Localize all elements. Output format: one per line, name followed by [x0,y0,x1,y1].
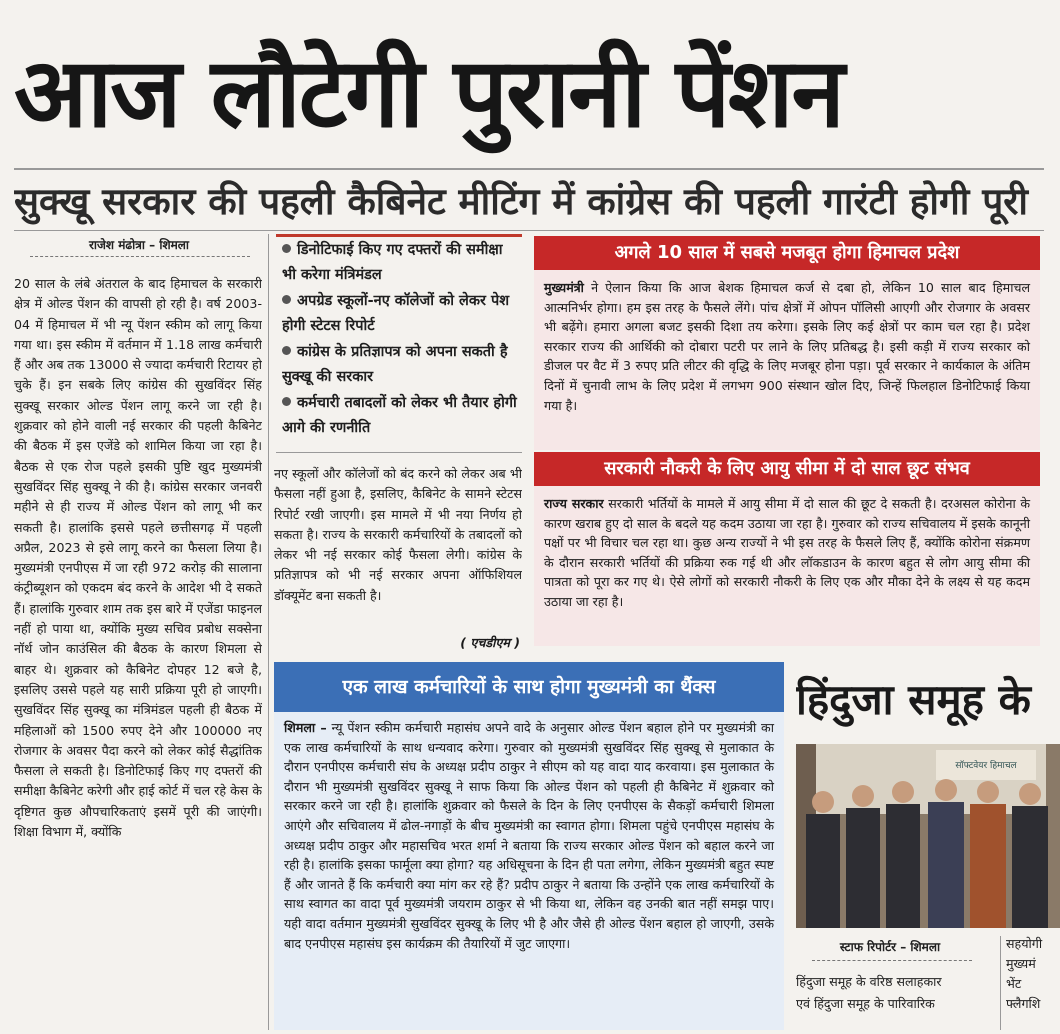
box2-body [534,486,1040,646]
box3-title: एक लाख कर्मचारियों के साथ होगा मुख्यमंत्री का थैंक्स [274,662,784,712]
box1-text: मुख्यमंत्री ने ऐलान किया कि आज बेशक हिमाचल कर्ज से दबा हो, लेकिन 10 साल बाद हिमाचल आत्मनिर्भर होगा। हम इस तरह के फैसले लेंगे। पांच क्षेत्रों में ओपन पॉलिसी आएगी और रोजगार के अवसर भी बढ़ेंगे। हमारा अगला बजट इसकी दिशा तय करेगा। इसके लिए कई क्षेत्रों पर काम चल रहा है। प्रदेश सरकार राज्य की आर्थिकी को दोबारा पटरी पर लाने के लिए प्रतिबद्ध है। इसी कड़ी में राज्य सरकार को डीजल पर वैट में 3 रुपए प्रति लीटर की वृद्धि के लिए मजबूर होना पड़ा। पूर्व सरकार ने कार्यकाल के अंतिम दिनों में चुनावी लाभ के लिए प्रदेश में लगभग 900 संस्थान खोल दिए, जिन्हें फिलहाल डिनोटिफाई किया गया है। [544,280,1030,413]
box3-text: शिमला – न्यू पेंशन स्कीम कर्मचारी महासंघ अपने वादे के अनुसार ओल्ड पेंशन बहाल होने पर मुख्यमंत्री का एक लाख कर्मचारियों के साथ धन्यवाद करेगा। गुरुवार को मुख्यमंत्री सुखविंदर सिंह सुक्खू से मुलाकात के दौरान एनपीएस कर्मचारी संघ के अध्यक्ष प्रदीप ठाकुर ने सीएम को यह वादा याद करवाया। इस मुलाकात के दौरान भी मुख्यमंत्री सुखविंदर सुक्खू ने साफ किया कि ओल्ड पेंशन को पहली ही कैबिनेट में शुक्रवार को सरकार करने जा रही है। हालांकि शुक्रवार को फैसले के दिन के लिए एनपीएस के सैकड़ों कर्मचारी शिमला आएंगे और सचिवालय में ढोल-नगाड़ों के बीच मुख्यमंत्री का स्वागत होगा। शिमला पहुंचे एनपीएस महासंघ के अध्यक्ष प्रदीप ठाकुर और महासचिव भरत शर्मा ने बताया कि राज्य सरकार ओल्ड पेंशन को बहाल करने जा रही है। हालांकि इसका फार्मूला क्या होगा? यह अधिसूचना के दिन ही पता लगेगा, लेकिन मुख्यमंत्री बहुत स्पष्ट हैं और जानते हैं कि कर्मचारी क्या मांग कर रहे हैं? प्रदीप ठाकुर ने बताया कि उन्होंने एक लाख कर्मचारियों के साथ स्वागत का वादा पूर्व मुख्यमंत्री जयराम ठाकुर से भी किया था, लेकिन वह उनकी बात नहीं समझ पाए। यही वादा वर्तमान मुख्यमंत्री सुखविंदर सुक्खू के लिए भी है और जैसे ही ओल्ड पेंशन बहाल हो जाएगी, उसके बाद एनपीएस महासंघ इस कार्यक्रम की तैयारियों में जुट जाएगा। [284,720,774,951]
byline-main: राजेश मंढोत्रा – शिमला [88,238,190,252]
byline-divider [30,256,250,257]
bullet-icon [282,244,291,253]
edge-line: मुख्यमं [1006,956,1036,971]
column-divider [268,234,269,1030]
side-byline-divider [812,960,972,961]
side-byline: स्टाफ रिपोर्टर – शिमला [839,940,941,954]
side-headline: हिंदुजा समूह के [796,675,1031,724]
edge-line: सहयोगी [1006,936,1043,951]
box2-text: राज्य सरकार सरकारी भर्तियों के मामले में आयु सीमा में दो साल की छूट दे सकती है। दरअसल कोरोना के कारण खराब हुए दो साल के बदले यह कदम उठाया जा रहा है। गुरुवार को राज्य सचिवालय में इसके कानूनी पक्षों पर भी विचार चल रहा था। कुछ अन्य राज्यों ने भी इस तरह के फैसले लिए हैं, क्योंकि कोरोना संक्रमण के दौरान सरकारी भर्तियों की प्रक्रिया रुक गई थी और लॉकडाउन के कारण बहुत से लोग आयु सीमा की पात्रता को पूरा कर गए थे। ऐसे लोगों को सरकारी नौकरी के लिए एक और मौका देने के लक्ष्य से यह कदम उठाया जा रहा है। [544,496,1030,609]
meeting-photo-illustration [796,744,1060,928]
side-text-line1: हिंदुजा समूह के वरिष्ठ सलाहकार [796,974,942,989]
box1-title: अगले 10 साल में सबसे मजबूत होगा हिमाचल प्रदेश [534,236,1040,270]
meeting-photo [796,744,1060,928]
side-text-line2: एवं हिंदुजा समूह के पारिवारिक [796,996,935,1011]
highlight-item: कांग्रेस के प्रतिज्ञापत्र को अपना सकती है सुक्खू की सरकार [282,344,508,385]
bullet-icon [282,346,291,355]
highlights-list [282,238,520,448]
bullet-icon [282,295,291,304]
bullets-bottom-rule [276,452,522,453]
box1-body [534,270,1040,450]
highlight-item: कर्मचारी तबादलों को लेकर भी तैयार होगी आगे की रणनीति [282,395,517,436]
edge-line: फ्लैगशि [1006,996,1041,1011]
main-article-col1: 20 साल के लंबे अंतराल के बाद हिमाचल के सरकारी क्षेत्र में ओल्ड पेंशन की वापसी हो रही है। वर्ष 2003-04 में हिमाचल में भी न्यू पेंशन स्कीम को लागू किया गया था। इस स्कीम में वर्तमान में 1.18 लाख कर्मचारी हैं और अब तक 13000 से ज्यादा कर्मचारी रिटायर हो चुके हैं। इन सबके लिए कांग्रेस की सुखविंदर सिंह सुक्खू सरकार ओल्ड पेंशन लागू करने जा रही है। शुक्रवार को होने वाली नई सरकार की पहली कैबिनेट की बैठक में इस एजेंडे को शामिल किया जा रहा है। बैठक से एक रोज पहले इसकी पुष्टि खुद मुख्यमंत्री सुखविंदर सिंह सुक्खू ने की है। कांग्रेस सरकार जनवरी महीने से ही राज्य में ओल्ड पेंशन को लागू भी कर सकती है। हालांकि इससे पहले छत्तीसगढ़ में पहली अप्रैल, 2023 से इसे लागू करने का फैसला लिया है। मुख्यमंत्री एनपीएस में जा रही 972 करोड़ की सालाना कंट्रीब्यूशन को एकदम बंद करने के आदेश भी दे सकते हैं। हालांकि गुरुवार शाम तक इस बारे में एजेंडा फाइनल नहीं हो पाया था, क्योंकि मुख्य सचिव प्रबोध सक्सेना नॉर्थ जोन काउंसिल की बैठक के कारण शिमला से बाहर थे। शुक्रवार को कैबिनेट दोपहर 12 बजे है, इसलिए उससे पहले यह सारी प्रक्रिया पूरी हो जाएगी। सुखविंदर सिंह सुक्खू का मंत्रिमंडल पहली ही बैठक में महिलाओं को 1500 रुपए देने और 100000 नए रोजगार के अवसर पैदा करने को लेकर कोई सैद्धांतिक फैसला ले सकती है। डिनोटिफाई किए गए दफ्तरों की समीक्षा कैबिनेट करेगी और हाई कोर्ट में चल रहे केस के दृष्टिगत कुछ औपचारिकताएं इसमें पूरी की जाएंगी। शिक्षा विभाग में, क्योंकि [14,276,262,840]
headline-divider [14,168,1044,170]
bullets-top-rule [276,234,522,237]
highlight-item: अपग्रेड स्कूलों-नए कॉलेजों को लेकर पेश होगी स्टेटस रिपोर्ट [282,293,510,334]
box2-title: सरकारी नौकरी के लिए आयु सीमा में दो साल छूट संभव [534,452,1040,486]
box3-body [274,712,784,1030]
highlight-item: डिनोटिफाई किए गए दफ्तरों की समीक्षा भी करेगा मंत्रिमंडल [282,242,503,283]
side-column-divider [1000,936,1001,1030]
article-credit: ( एचडीएम ) [460,635,520,650]
sub-headline: सुक्खू सरकार की पहली कैबिनेट मीटिंग में कांग्रेस की पहली गारंटी होगी पूरी [14,180,1028,223]
photo-banner-text: सॉफ्टवेयर हिमाचल [955,761,1017,771]
main-headline: आज लौटेगी पुरानी पेंशन [14,37,843,149]
edge-line: भेंट [1006,976,1022,991]
subhead-divider [14,230,1044,231]
bullet-icon [282,397,291,406]
main-article-col2: नए स्कूलों और कॉलेजों को बंद करने को लेकर अब भी फैसला नहीं हुआ है, इसलिए, कैबिनेट के सामने स्टेटस रिपोर्ट रखी जाएगी। इस मामले में भी नया निर्णय हो सकता है। राज्य के सरकारी कर्मचारियों के तबादलों को लेकर भी नई सरकार कोई फैसला लेगी। कांग्रेस के प्रतिज्ञापत्र को भी नई सरकार अपना ऑफिशियल डॉक्यूमेंट बना सकती है। [274,466,522,603]
